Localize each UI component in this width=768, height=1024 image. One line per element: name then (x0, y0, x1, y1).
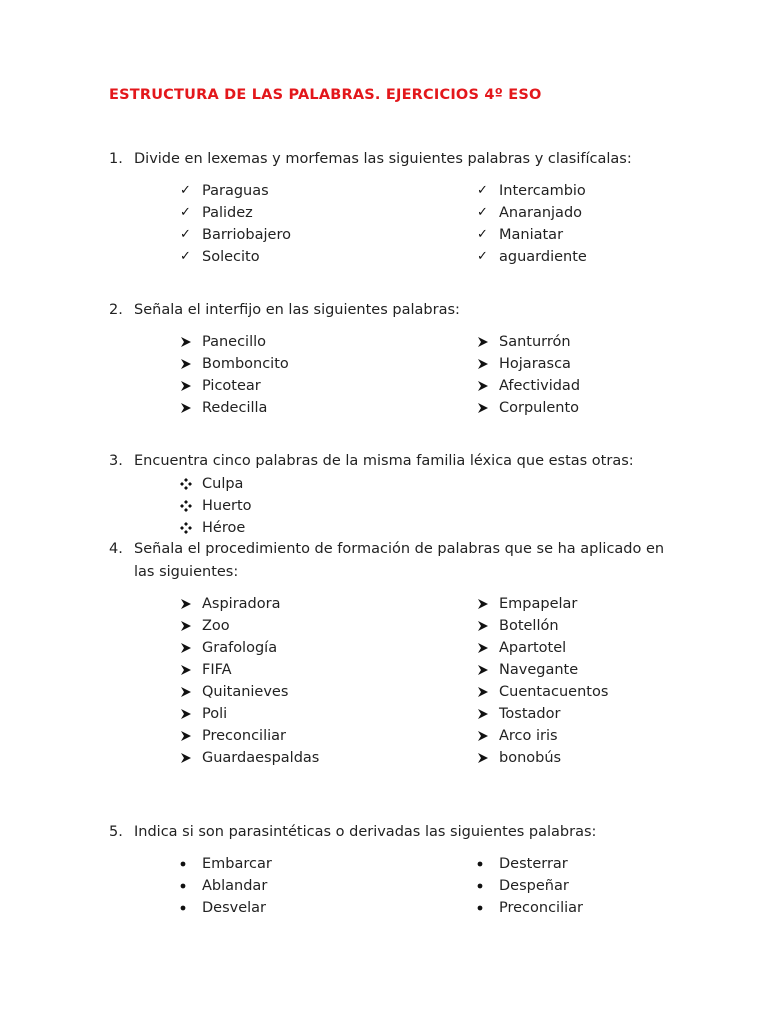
exercise-instruction: Señala el procedimiento de formación de palabras que se ha aplicado en (134, 541, 665, 557)
exercise-instruction: Indica si son parasintéticas o derivadas las siguientes palabras: (134, 824, 597, 840)
exercise-number: 5. (109, 824, 123, 840)
exercise-instruction: Señala el interfijo en las siguientes palabras: (134, 302, 460, 318)
exercise-number: 2. (109, 302, 123, 318)
exercise-number: 3. (109, 453, 123, 469)
checkmark-icon: ✓ (180, 183, 191, 198)
document-page: ESTRUCTURA DE LAS PALABRAS. EJERCICIOS 4º ESO 1. Divide en lexemas y morfemas las siguientes palabras y clasifícalas: ✓ Paraguas ✓ Palidez ✓ Barriobajero ✓ Solecito ✓ Intercambio ✓ Anaranjado ✓ Maniatar ✓ aguardiente 2. Señala el interfijo en las siguientes palabras: Panecillo Bomboncito Picotear Redecilla Santurrón Hojarasca Afectividad Corpulento 3. Encuentra cinco palabras de la misma familia léxica que estas otras: Culpa Huerto Héroe 4. Señala el procedimiento de formación de palabras que se ha aplicado en las siguientes: Aspiradora Zoo Grafología FIFA Quitanieves Poli Preconciliar Guardaespaldas Empapelar Botellón Apartotel Navegante Cuentacuentos Tostador Arco iris bonobús 5. Indica si son parasintéticas o derivadas las siguientes palabras: Embarcar Ablandar Desvelar Desterrar Despeñar Preconciliar (109, 87, 665, 916)
checkmark-icon: ✓ (477, 249, 488, 264)
exercise-number: 4. (109, 541, 123, 557)
checkmark-icon: ✓ (180, 227, 191, 242)
exercise-instruction: Encuentra cinco palabras de la misma familia léxica que estas otras: (134, 453, 634, 469)
checkmark-icon: ✓ (477, 183, 488, 198)
document-title: ESTRUCTURA DE LAS PALABRAS. EJERCICIOS 4º ESO (109, 87, 542, 103)
exercise-instruction-continued: las siguientes: (134, 564, 239, 580)
exercise-number: 1. (109, 151, 123, 167)
checkmark-icon: ✓ (180, 249, 191, 264)
checkmark-icon: ✓ (477, 227, 488, 242)
checkmark-icon: ✓ (477, 205, 488, 220)
checkmark-icon: ✓ (180, 205, 191, 220)
exercise-instruction: Divide en lexemas y morfemas las siguientes palabras y clasifícalas: (134, 151, 632, 167)
